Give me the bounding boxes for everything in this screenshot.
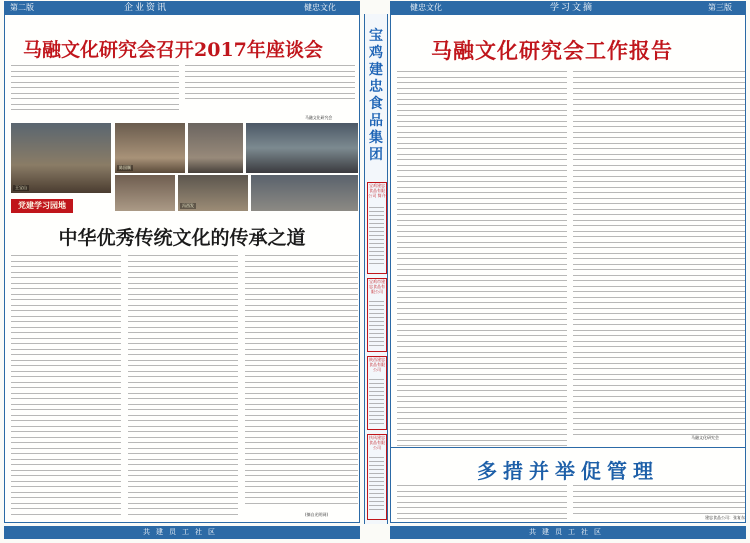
report-column-1 <box>397 71 567 451</box>
left-page-label: 第二版 <box>10 3 34 12</box>
meeting-byline: 马融文化研究会 <box>305 115 333 120</box>
meeting-photo-3 <box>188 123 243 173</box>
spine-box-3-title: 陕西建忠食品有限公司 <box>369 357 385 372</box>
article-column-3 <box>245 255 358 510</box>
spine-box-3 <box>367 356 387 430</box>
spine-box-4 <box>367 434 387 520</box>
meeting-report-text-col2 <box>185 65 355 101</box>
management-column-1 <box>397 485 567 521</box>
meeting-photo-6 <box>178 175 248 211</box>
left-section-tag: 企业资讯 <box>124 3 169 13</box>
meeting-photo-1 <box>11 123 111 193</box>
spine-box-2-title: 宝鸡市建忠食品有限公司 <box>369 279 385 294</box>
left-footer: 共建员工社区 <box>4 526 360 539</box>
photo-caption-3: 冯西发 <box>182 203 194 208</box>
right-section-tag: 学习文摘 <box>550 3 595 13</box>
spine-box-2 <box>367 278 387 352</box>
meeting-photo-7 <box>251 175 358 211</box>
meeting-report-text <box>11 65 179 115</box>
report-signature: 马融文化研究会 <box>691 435 719 440</box>
right-frame <box>390 14 746 523</box>
section-divider <box>391 447 745 448</box>
second-headline: 多措并举促管理 <box>477 459 659 483</box>
left-masthead-label: 健忠文化 <box>304 3 336 12</box>
left-page <box>0 0 364 543</box>
right-page <box>386 0 750 543</box>
center-spine <box>364 14 388 524</box>
article-column-1 <box>11 255 121 520</box>
article-source: (摘自光明网) <box>305 512 329 517</box>
spine-box-1-title: 宝鸡建忠食品有限公司 简介 <box>368 183 386 198</box>
management-column-2 <box>573 485 745 515</box>
article-title: 中华优秀传统文化的传承之道 <box>58 227 306 249</box>
meeting-photo-5 <box>115 175 175 211</box>
company-name-vertical: 宝鸡建忠食品集团 <box>369 28 383 163</box>
right-footer: 共建员工社区 <box>390 526 746 539</box>
spine-box-4-title: 扶风建忠食品有限公司 <box>369 435 385 450</box>
meeting-photo-4 <box>246 123 358 173</box>
left-headline: 马融文化研究会召开2017年座谈会 <box>23 39 323 61</box>
spine-box-1 <box>367 182 387 274</box>
party-study-tag: 党建学习园地 <box>11 199 73 213</box>
meeting-photo-2 <box>115 123 185 173</box>
right-headline: 马融文化研究会工作报告 <box>431 38 673 63</box>
right-masthead-label: 健忠文化 <box>410 3 442 12</box>
management-byline: 建忠食品公司：张复东 <box>705 515 745 520</box>
left-frame <box>4 14 360 523</box>
right-top-band <box>390 1 746 15</box>
left-top-band <box>4 1 360 15</box>
photo-caption-2: 陈国顺 <box>119 165 131 170</box>
report-column-2 <box>573 71 745 441</box>
article-column-2 <box>128 255 238 520</box>
photo-caption-1: 王宝山 <box>15 185 27 190</box>
right-page-label: 第三版 <box>708 3 732 12</box>
